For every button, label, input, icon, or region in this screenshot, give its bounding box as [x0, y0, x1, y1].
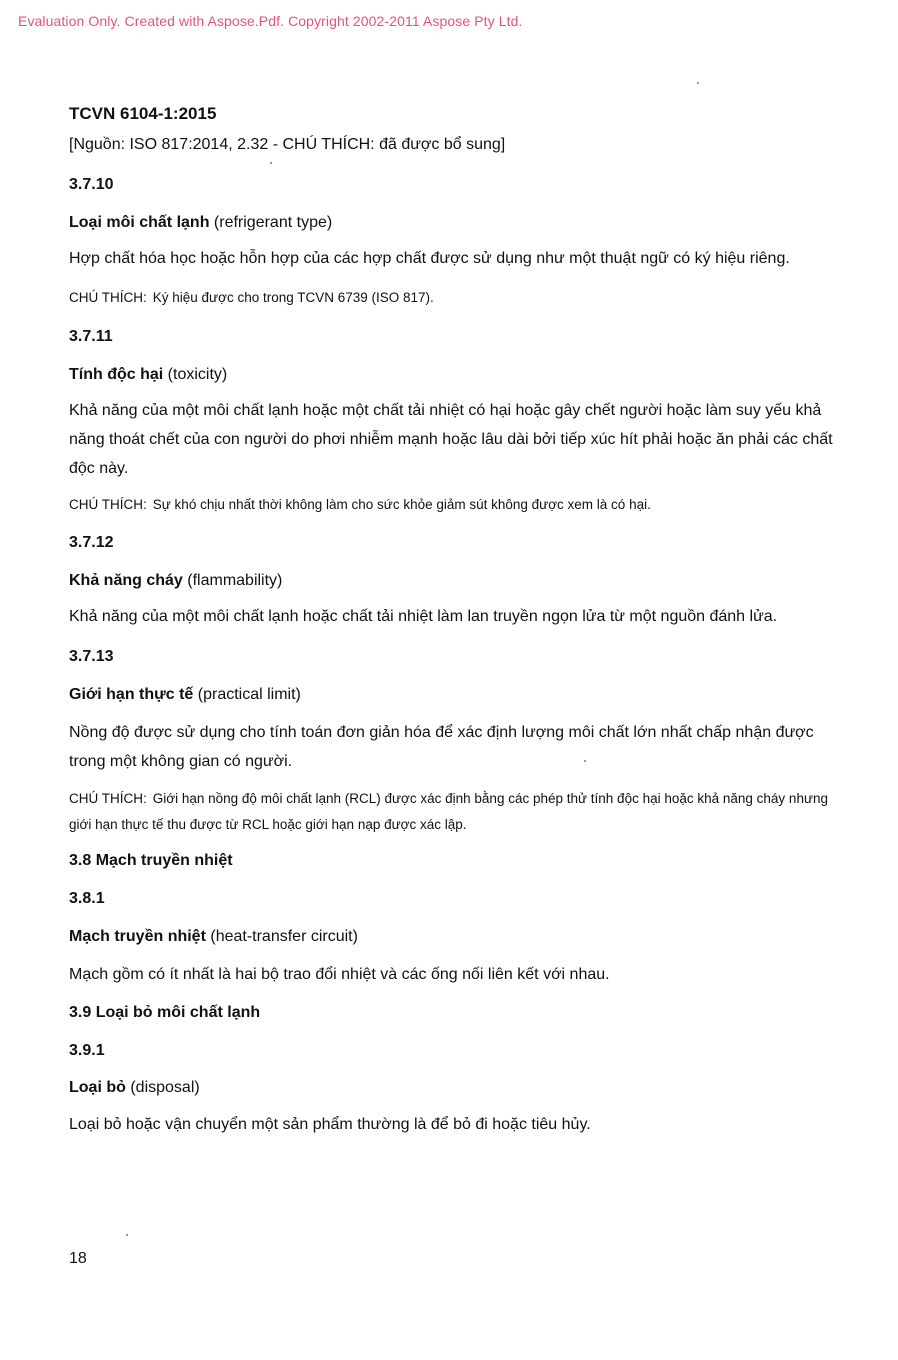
term-name: Tính độc hại [69, 366, 164, 383]
term-name: Giới hạn thực tế [69, 686, 194, 703]
term-english: (heat-transfer circuit) [210, 928, 358, 945]
term-english: (disposal) [130, 1079, 200, 1096]
term-heading [69, 366, 227, 384]
term-definition: Mạch gồm có ít nhất là hai bộ trao đổi nhiệt và các ống nối liên kết với nhau. [69, 966, 610, 983]
term-note [69, 492, 844, 518]
section-heading: 3.9 Loại bỏ môi chất lạnh [69, 1004, 261, 1021]
term-english: (toxicity) [167, 366, 228, 383]
term-name: Khả năng cháy [69, 572, 183, 589]
term-note [69, 285, 844, 311]
term-name: Mạch truyền nhiệt [69, 928, 206, 945]
scan-speck [584, 760, 586, 762]
term-definition: Hợp chất hóa học hoặc hỗn hợp của các hợp chất được sử dụng như một thuật ngữ có ký hiệu riêng. [69, 250, 790, 267]
term-heading [69, 686, 301, 704]
term-name: Loại bỏ [69, 1079, 126, 1096]
term-definition: Khả năng của một môi chất lạnh hoặc một chất tải nhiệt có hại hoặc gây chết người hoặc làm suy yếu khả năng thoát chết của con người do phơi nhiễm mạnh hoặc lâu dài bởi tiếp xúc hít phải hoặc ăn phải các chất độc này. [69, 402, 833, 477]
page-number: 18 [69, 1250, 87, 1267]
term-definition: Nồng độ được sử dụng cho tính toán đơn giản hóa để xác định lượng môi chất lớn nhất chấp nhận được trong một không gian có người. [69, 724, 814, 770]
term-english: (practical limit) [197, 686, 301, 703]
term-definition: Khả năng của một môi chất lạnh hoặc chất tải nhiệt làm lan truyền ngọn lửa từ một nguồn đánh lửa. [69, 608, 778, 625]
note-label: CHÚ THÍCH: [69, 791, 147, 806]
term-note [69, 786, 844, 838]
source-note: [Nguồn: ISO 817:2014, 2.32 - CHÚ THÍCH: đã được bổ sung] [69, 136, 506, 153]
note-text: Sự khó chịu nhất thời không làm cho sức khỏe giảm sút không được xem là có hại. [152, 497, 651, 512]
note-label: CHÚ THÍCH: [69, 290, 147, 305]
scan-speck [697, 82, 699, 84]
scan-speck [126, 1234, 128, 1236]
section-number: 3.9.1 [69, 1042, 105, 1059]
term-heading [69, 1079, 200, 1097]
term-heading [69, 214, 332, 232]
watermark-text: Evaluation Only. Created with Aspose.Pdf. Copyright 2002-2011 Aspose Pty Ltd. [18, 13, 523, 29]
term-name: Loại môi chất lạnh [69, 214, 210, 231]
section-number: 3.7.12 [69, 534, 114, 551]
standard-id: TCVN 6104-1:2015 [69, 104, 217, 123]
note-label: CHÚ THÍCH: [69, 497, 147, 512]
note-text: Giới hạn nồng độ môi chất lạnh (RCL) được xác định bằng các phép thử tính độc hại hoặc khả năng cháy nhưng giới hạn thực tế thu được từ RCL hoặc giới hạn nạp được xác lập. [69, 791, 829, 832]
term-english: (flammability) [187, 572, 283, 589]
term-heading [69, 928, 358, 946]
section-number: 3.8.1 [69, 890, 105, 907]
section-number: 3.7.11 [69, 328, 113, 345]
section-heading: 3.8 Mạch truyền nhiệt [69, 852, 233, 869]
scan-speck [270, 162, 272, 164]
term-heading [69, 572, 282, 590]
section-number: 3.7.13 [69, 648, 114, 665]
section-number: 3.7.10 [69, 176, 114, 193]
term-definition: Loại bỏ hoặc vận chuyển một sản phẩm thường là để bỏ đi hoặc tiêu hủy. [69, 1116, 591, 1133]
note-text: Ký hiệu được cho trong TCVN 6739 (ISO 817). [152, 290, 434, 305]
term-english: (refrigerant type) [213, 214, 333, 231]
